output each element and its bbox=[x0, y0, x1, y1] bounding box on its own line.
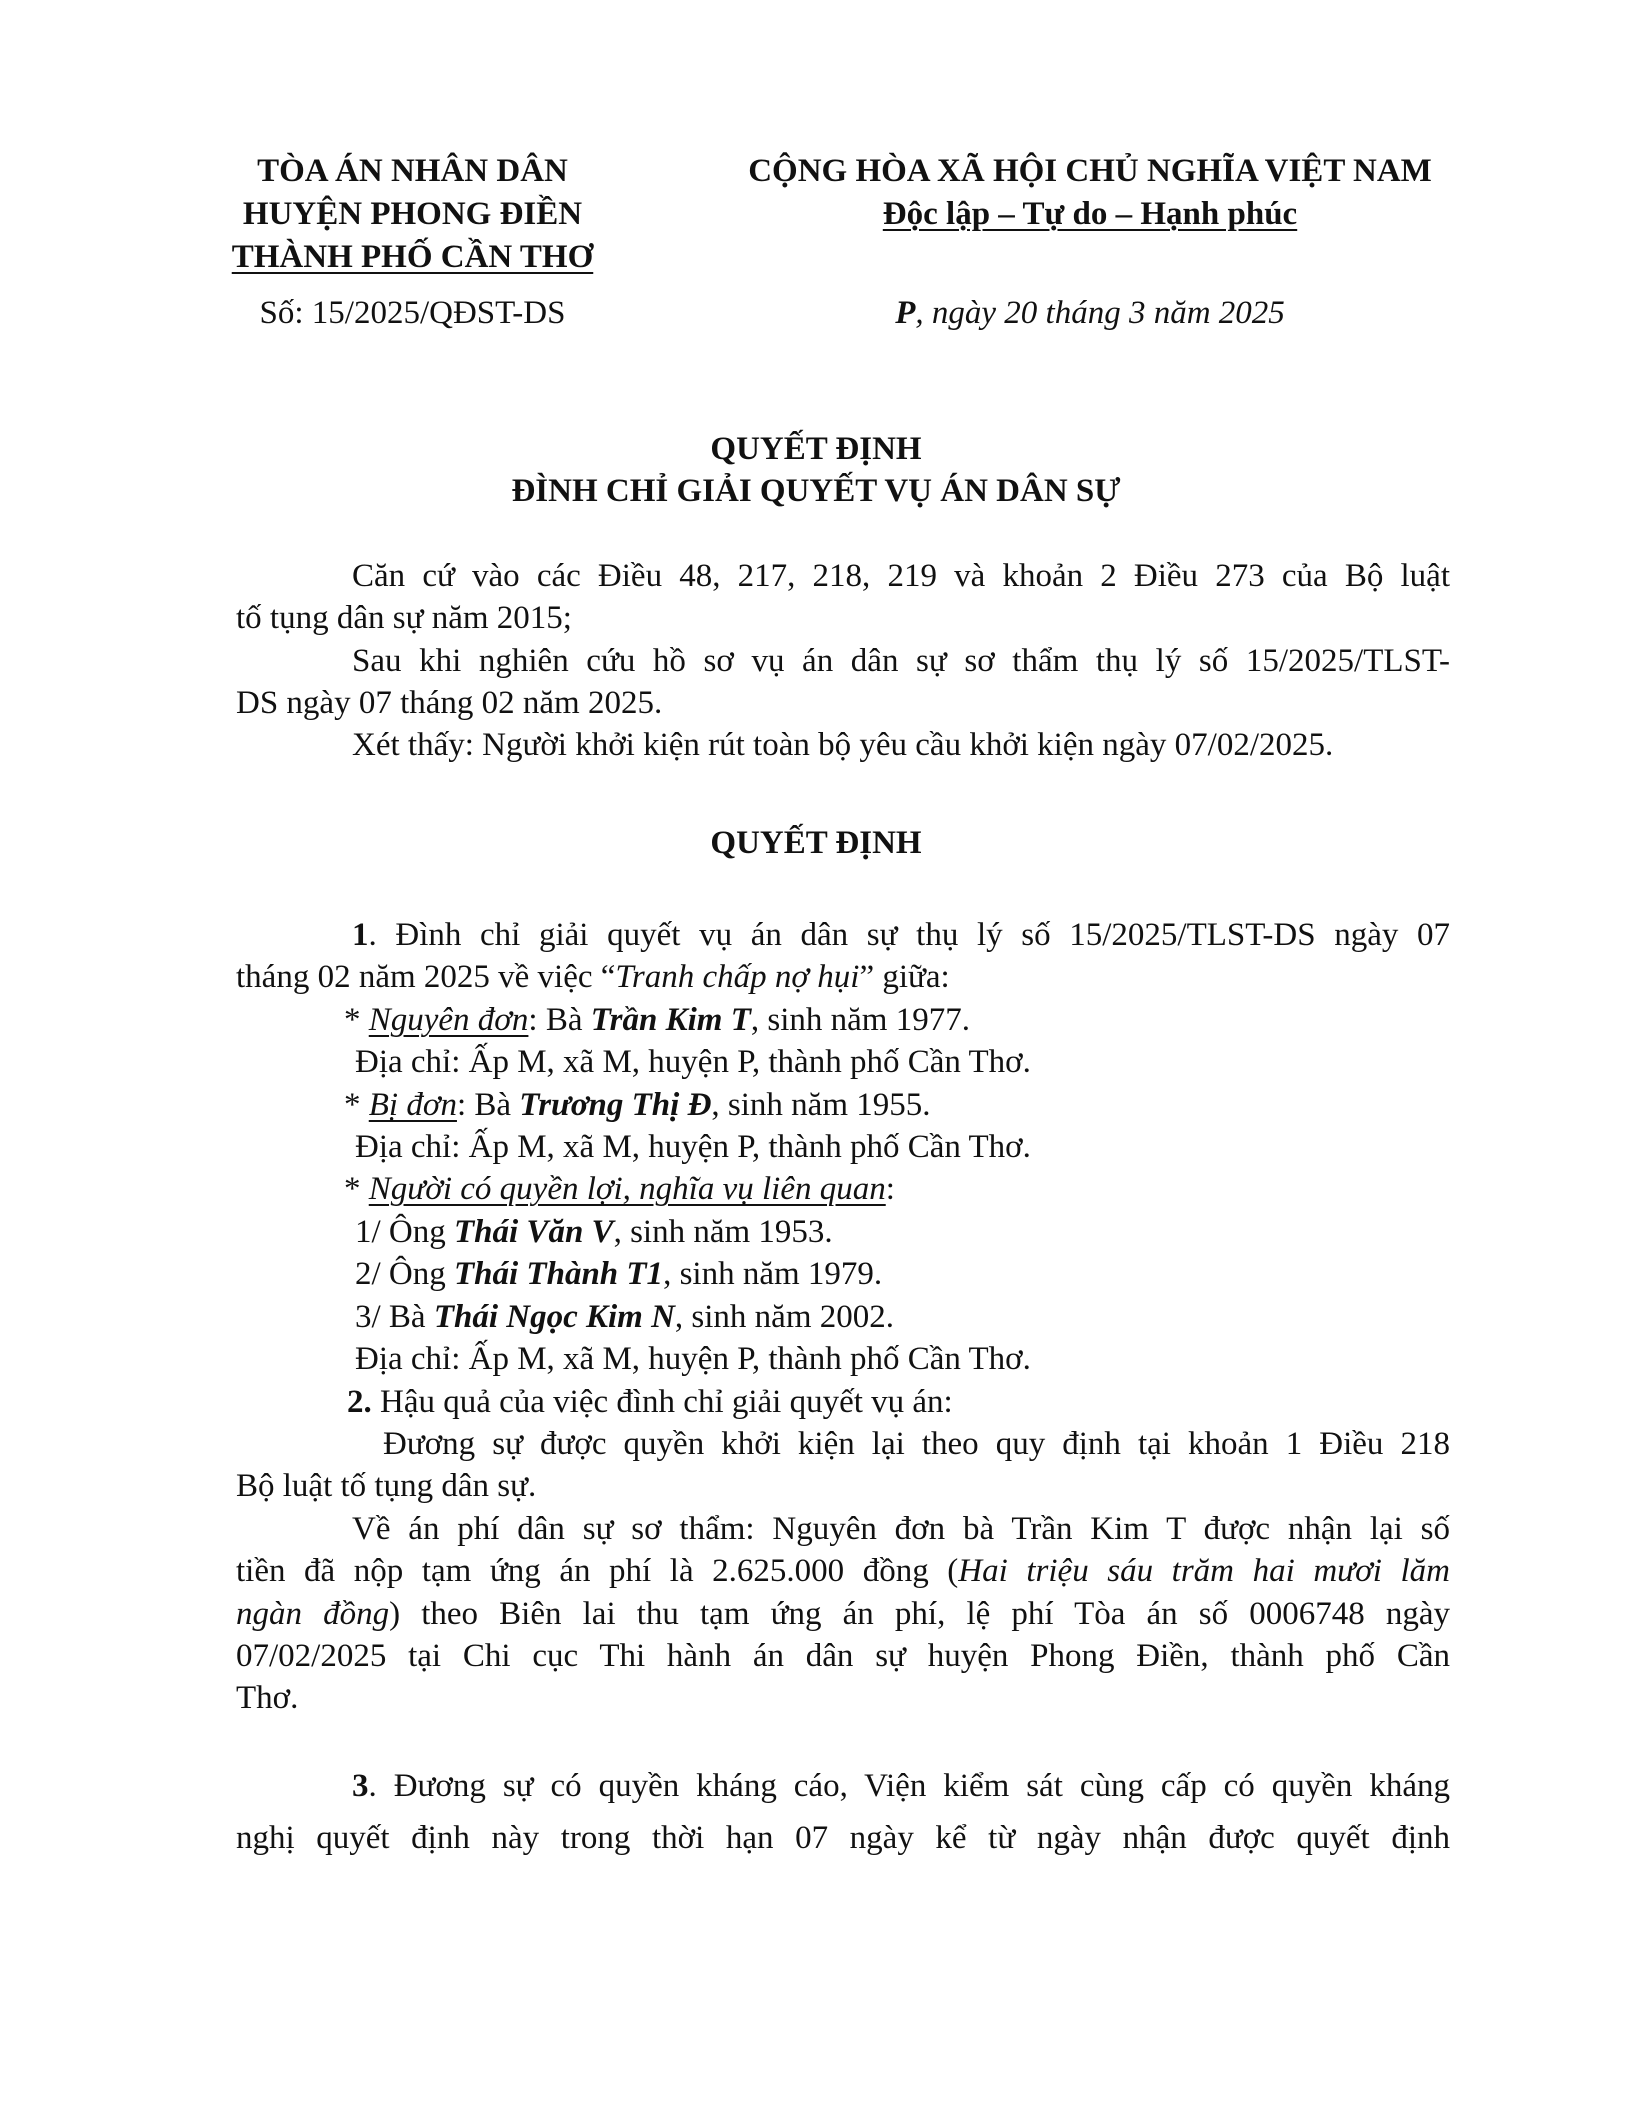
defendant-address: Địa chỉ: Ấp M, xã M, huyện P, thành phố Cần Thơ. bbox=[355, 1129, 1031, 1165]
fee-in-words-2: ngàn đồng bbox=[236, 1596, 390, 1632]
item2-heading bbox=[347, 1381, 953, 1423]
document-number: Số: 15/2025/QĐST-DS bbox=[259, 295, 566, 331]
related-parties-post: : bbox=[885, 1171, 895, 1207]
issue-place: P bbox=[895, 295, 916, 331]
defendant-pre: : Bà bbox=[456, 1087, 520, 1123]
related-party-2-name: Thái Thành T1 bbox=[454, 1256, 664, 1292]
item2-p2-line2-a: tiền đã nộp tạm ứng án phí là 2.625.000 đồng ( bbox=[236, 1553, 959, 1589]
related-parties-label: Người có quyền lợi, nghĩa vụ liên quan bbox=[368, 1171, 886, 1207]
item2-p2-line1: Về án phí dân sự sơ thẩm: Nguyên đơn bà Trần Kim T được nhận lại số bbox=[352, 1511, 1450, 1547]
court-name-line3-text: THÀNH PHỐ CẦN THƠ bbox=[231, 239, 594, 275]
defendant-name: Trương Thị Đ bbox=[519, 1087, 712, 1123]
related-party-2-post: , sinh năm 1979. bbox=[663, 1256, 883, 1292]
related-party-3-name: Thái Ngọc Kim N bbox=[433, 1299, 675, 1335]
item2-p2-line5: Thơ. bbox=[236, 1680, 299, 1716]
related-party-1 bbox=[355, 1211, 833, 1253]
related-party-3-post: , sinh năm 2002. bbox=[674, 1299, 894, 1335]
court-name-line3 bbox=[190, 236, 635, 279]
national-title: CỘNG HÒA XÃ HỘI CHỦ NGHĨA VIỆT NAM bbox=[748, 153, 1432, 189]
document-subtitle: ĐÌNH CHỈ GIẢI QUYẾT VỤ ÁN DÂN SỰ bbox=[511, 473, 1121, 509]
plaintiff-name: Trần Kim T bbox=[590, 1002, 751, 1038]
item3-line1 bbox=[352, 1765, 1450, 1807]
item1-line1-text: . Đình chỉ giải quyết vụ án dân sự thụ lý số 15/2025/TLST-DS ngày 07 bbox=[368, 917, 1450, 953]
item1-number: 1 bbox=[352, 917, 369, 953]
preamble-p2-line1: Sau khi nghiên cứu hồ sơ vụ án dân sự sơ thẩm thụ lý số 15/2025/TLST- bbox=[352, 643, 1450, 679]
item2-heading-text: Hậu quả của việc đình chỉ giải quyết vụ án: bbox=[371, 1384, 953, 1420]
item2-p1-line2: Bộ luật tố tụng dân sự. bbox=[236, 1468, 537, 1504]
decision-title: QUYẾT ĐỊNH bbox=[710, 825, 922, 861]
related-party-3 bbox=[355, 1296, 894, 1338]
item2-p2-line3-b: ) theo Biên lai thu tạm ứng án phí, lệ phí Tòa án số 0006748 ngày bbox=[389, 1596, 1451, 1632]
court-name-line2: HUYỆN PHONG ĐIỀN bbox=[242, 196, 583, 232]
related-party-1-post: , sinh năm 1953. bbox=[613, 1214, 833, 1250]
issue-date bbox=[690, 292, 1490, 334]
related-party-1-name: Thái Văn V bbox=[454, 1214, 614, 1250]
issue-date-text: , ngày 20 tháng 3 năm 2025 bbox=[915, 295, 1285, 331]
related-party-3-pre: 3/ Bà bbox=[355, 1299, 434, 1335]
plaintiff-pre: : Bà bbox=[528, 1002, 591, 1038]
plaintiff-label: Nguyên đơn bbox=[368, 1002, 529, 1038]
national-motto-text: Độc lập – Tự do – Hạnh phúc bbox=[882, 196, 1298, 232]
national-motto bbox=[690, 193, 1490, 236]
related-parties-address: Địa chỉ: Ấp M, xã M, huyện P, thành phố Cần Thơ. bbox=[355, 1341, 1031, 1377]
plaintiff-line: * Nguyên đơn: Bà Trần Kim T, sinh năm 1977. bbox=[344, 1002, 970, 1038]
plaintiff-address: Địa chỉ: Ấp M, xã M, huyện P, thành phố Cần Thơ. bbox=[355, 1044, 1031, 1080]
item2-number: 2. bbox=[347, 1384, 372, 1420]
item1-line2-b: ” giữa: bbox=[859, 959, 950, 995]
preamble-p2-line2: DS ngày 07 tháng 02 năm 2025. bbox=[236, 685, 663, 721]
preamble-p1-line2: tố tụng dân sự năm 2015; bbox=[236, 600, 572, 636]
item2-p1-line1: Đương sự được quyền khởi kiện lại theo quy định tại khoản 1 Điều 218 bbox=[383, 1426, 1450, 1462]
defendant-line: * Bị đơn: Bà Trương Thị Đ, sinh năm 1955. bbox=[344, 1087, 931, 1123]
item2-p2-line3 bbox=[236, 1593, 1450, 1635]
item3-line1-text: . Đương sự có quyền kháng cáo, Viện kiểm sát cùng cấp có quyền kháng bbox=[368, 1768, 1450, 1804]
item1-line2 bbox=[236, 956, 950, 998]
preamble-p3: Xét thấy: Người khởi kiện rút toàn bộ yêu cầu khởi kiện ngày 07/02/2025. bbox=[352, 727, 1334, 763]
related-party-2 bbox=[355, 1253, 882, 1295]
defendant-label: Bị đơn bbox=[368, 1087, 457, 1123]
court-name-line1: TÒA ÁN NHÂN DÂN bbox=[257, 153, 568, 189]
item3-number: 3 bbox=[352, 1768, 369, 1804]
related-party-2-pre: 2/ Ông bbox=[355, 1256, 454, 1292]
case-subject: Tranh chấp nợ hụi bbox=[615, 959, 860, 995]
defendant-post: , sinh năm 1955. bbox=[711, 1087, 931, 1123]
preamble-p1-line1: Căn cứ vào các Điều 48, 217, 218, 219 và khoản 2 Điều 273 của Bộ luật bbox=[352, 558, 1450, 594]
item3-line2: nghị quyết định này trong thời hạn 07 ngày kể từ ngày nhận được quyết định bbox=[236, 1820, 1450, 1856]
fee-in-words-1: Hai triệu sáu trăm hai mươi lăm bbox=[958, 1553, 1450, 1589]
related-party-1-pre: 1/ Ông bbox=[355, 1214, 454, 1250]
document-title: QUYẾT ĐỊNH bbox=[710, 431, 922, 467]
related-parties-line: * Người có quyền lợi, nghĩa vụ liên quan: bbox=[344, 1171, 895, 1207]
item2-p2-line4: 07/02/2025 tại Chi cục Thi hành án dân sự huyện Phong Điền, thành phố Cần bbox=[236, 1638, 1450, 1674]
item1-line2-a: tháng 02 năm 2025 về việc “ bbox=[236, 959, 616, 995]
plaintiff-post: , sinh năm 1977. bbox=[750, 1002, 970, 1038]
item2-p2-line2 bbox=[236, 1550, 1450, 1592]
item1-line1 bbox=[352, 914, 1450, 956]
